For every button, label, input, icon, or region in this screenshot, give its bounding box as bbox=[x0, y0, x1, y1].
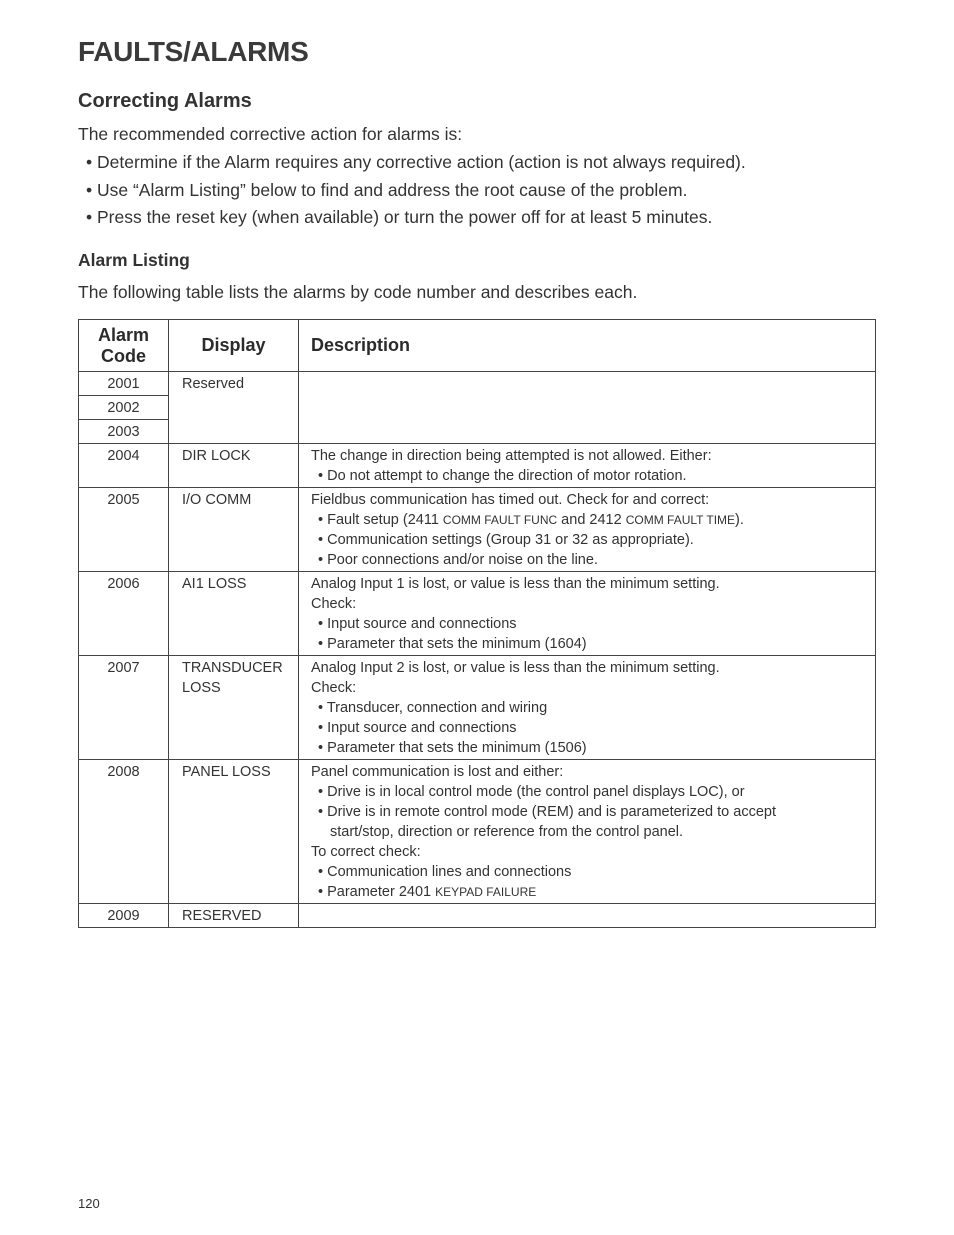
alarm-display: PANEL LOSS bbox=[169, 760, 299, 904]
table-row bbox=[79, 488, 876, 572]
alarm-code: 2001 bbox=[79, 372, 169, 396]
list-item: • Use “Alarm Listing” below to find and address the root cause of the problem. bbox=[86, 179, 688, 200]
alarm-code: 2002 bbox=[79, 396, 169, 420]
alarm-listing-heading: Alarm Listing bbox=[78, 250, 190, 270]
table-row bbox=[79, 444, 876, 488]
alarm-table bbox=[78, 319, 876, 928]
alarm-code: 2008 bbox=[79, 760, 169, 904]
intro-text: The recommended corrective action for alarms is: bbox=[78, 124, 463, 144]
header-display: Display bbox=[169, 320, 299, 372]
header-description: Description bbox=[299, 320, 876, 372]
alarm-display: RESERVED bbox=[169, 904, 299, 928]
alarm-display: DIR LOCK bbox=[169, 444, 299, 488]
table-row bbox=[79, 656, 876, 760]
list-item: • Determine if the Alarm requires any corrective action (action is not always required). bbox=[86, 152, 746, 172]
alarm-description bbox=[299, 372, 876, 444]
table-header-row bbox=[79, 320, 876, 372]
alarm-code: 2007 bbox=[79, 656, 169, 760]
corrective-action-list bbox=[86, 151, 746, 234]
list-item: • Press the reset key (when available) or turn the power off for at least 5 minutes. bbox=[86, 207, 713, 227]
alarm-description: Analog Input 1 is lost, or value is less than the minimum setting. Check: • Input source and connections • Parameter that sets the minimum (1604) bbox=[299, 572, 876, 656]
alarm-display: TRANSDUCER LOSS bbox=[169, 656, 299, 760]
alarm-code: 2005 bbox=[79, 488, 169, 572]
table-row bbox=[79, 572, 876, 656]
section-heading: Correcting Alarms bbox=[78, 90, 252, 112]
alarm-description: Fieldbus communication has timed out. Check for and correct: • Fault setup (2411 COMM FAULT FUNC and 2412 COMM FAULT TIME). • Communication settings (Group 31 or 32 as appropriate). • Poor connections and/or noise on the line. bbox=[299, 488, 876, 572]
table-row bbox=[79, 904, 876, 928]
alarm-description bbox=[299, 904, 876, 928]
table-row bbox=[79, 760, 876, 904]
alarm-description: Panel communication is lost and either: • Drive is in local control mode (the control panel displays LOC), or • Drive is in remote control mode (REM) and is parameterized to accept start/stop, direction or reference from the control panel. To correct check: • Communication lines and connections • Parameter 2401 KEYPAD FAILURE bbox=[299, 760, 876, 904]
header-alarm-code: Alarm Code bbox=[79, 320, 169, 372]
alarm-code: 2003 bbox=[79, 420, 169, 444]
alarm-code: 2006 bbox=[79, 572, 169, 656]
alarm-display: I/O COMM bbox=[169, 488, 299, 572]
alarm-display: Reserved bbox=[169, 372, 299, 444]
table-row bbox=[79, 372, 876, 396]
alarm-description: The change in direction being attempted is not allowed. Either: • Do not attempt to change the direction of motor rotation. bbox=[299, 444, 876, 488]
alarm-code: 2009 bbox=[79, 904, 169, 928]
alarm-code: 2004 bbox=[79, 444, 169, 488]
page-number: 120 bbox=[78, 1196, 100, 1211]
table-intro-text: The following table lists the alarms by code number and describes each. bbox=[78, 282, 638, 302]
alarm-display: AI1 LOSS bbox=[169, 572, 299, 656]
page-title: FAULTS/ALARMS bbox=[78, 36, 309, 67]
alarm-description: Analog Input 2 is lost, or value is less than the minimum setting. Check: • Transducer, connection and wiring • Input source and connections • Parameter that sets the minimum (1506) bbox=[299, 656, 876, 760]
